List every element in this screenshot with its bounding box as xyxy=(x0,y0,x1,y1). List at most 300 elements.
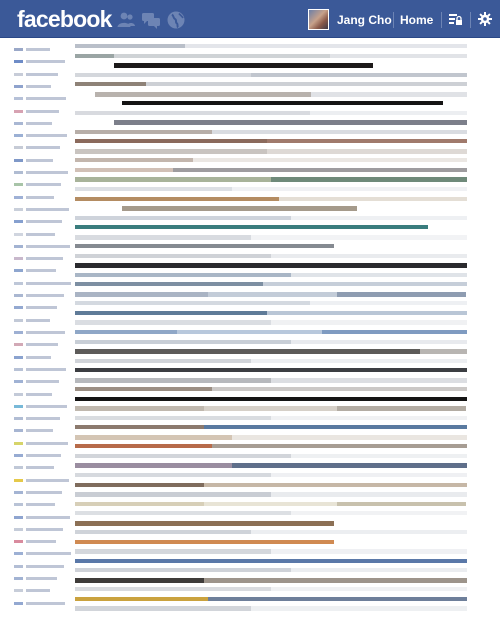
feed-story-segment xyxy=(75,301,310,305)
sidebar-item-label xyxy=(26,85,51,88)
sidebar-item-icon xyxy=(14,257,23,260)
feed-story-segment xyxy=(75,282,263,286)
sidebar-item-label xyxy=(26,466,54,469)
feed-story-segment xyxy=(271,473,467,477)
sidebar-item[interactable] xyxy=(14,491,70,494)
feed-story-segment xyxy=(75,82,146,86)
feed-story-row[interactable] xyxy=(75,597,467,601)
feed-story-segment xyxy=(75,311,267,315)
feed-story-segment xyxy=(271,416,467,420)
feed-story-row[interactable] xyxy=(75,92,467,97)
sidebar-item-icon xyxy=(14,48,23,51)
feed-story-row[interactable] xyxy=(75,416,467,420)
sidebar-item-icon xyxy=(14,73,23,76)
sidebar-item-label xyxy=(26,429,53,432)
sidebar-item[interactable] xyxy=(14,306,70,309)
feed-story-segment xyxy=(428,225,467,229)
feed-story-segment xyxy=(75,44,185,48)
feed-story-segment xyxy=(75,568,291,572)
feed-story-segment xyxy=(75,130,212,134)
left-sidebar-nav xyxy=(14,48,70,614)
feed-story-segment xyxy=(75,139,267,143)
feed-story-segment xyxy=(75,473,271,477)
feed-story-row[interactable] xyxy=(75,368,467,372)
feed-story-row[interactable] xyxy=(75,120,467,125)
sidebar-item-icon xyxy=(14,602,23,605)
feed-story-row[interactable] xyxy=(75,425,467,429)
feed-story-segment xyxy=(75,597,208,601)
messages-icon[interactable] xyxy=(141,10,161,30)
feed-story-segment xyxy=(271,320,467,325)
feed-story-segment xyxy=(212,444,467,448)
feed-story-segment xyxy=(75,225,428,229)
feed-story-row[interactable] xyxy=(75,111,467,115)
feed-story-segment xyxy=(75,63,114,68)
feed-story-segment xyxy=(420,349,467,354)
sidebar-item-icon xyxy=(14,60,23,63)
feed-story-segment xyxy=(75,397,467,401)
feed-story-segment xyxy=(291,340,467,344)
feed-story-row[interactable] xyxy=(75,454,467,458)
sidebar-item-label xyxy=(26,48,50,51)
feed-story-row[interactable] xyxy=(75,320,467,325)
feed-story-segment xyxy=(75,416,271,420)
feed-story-row[interactable] xyxy=(75,435,467,440)
feed-story-segment xyxy=(75,368,467,372)
feed-story-row[interactable] xyxy=(75,187,467,191)
feed-story-segment xyxy=(443,101,467,105)
sidebar-item-label xyxy=(26,233,55,236)
sidebar-item-label xyxy=(26,122,52,125)
feed-story-row[interactable] xyxy=(75,235,467,240)
feed-story-segment xyxy=(75,549,271,554)
feed-story-segment xyxy=(75,292,208,297)
sidebar-item-icon xyxy=(14,429,23,432)
feed-story-segment xyxy=(279,197,467,201)
feed-story-segment xyxy=(271,378,467,383)
feed-story-segment xyxy=(114,63,373,68)
sidebar-item-label xyxy=(26,196,54,199)
sidebar-item[interactable] xyxy=(14,565,70,568)
sidebar-item-label xyxy=(26,208,69,211)
feed-story-segment xyxy=(173,168,467,172)
feed-story-segment xyxy=(357,206,467,211)
sidebar-item-label xyxy=(26,245,70,248)
sidebar-item[interactable] xyxy=(14,245,70,248)
feed-story-segment xyxy=(75,92,95,97)
feed-story-row[interactable] xyxy=(75,397,467,401)
sidebar-item-icon xyxy=(14,380,23,383)
sidebar-item[interactable] xyxy=(14,380,70,383)
sidebar-item[interactable] xyxy=(14,343,70,346)
sidebar-item-icon xyxy=(14,454,23,457)
sidebar-item[interactable] xyxy=(14,540,70,543)
feed-story-row[interactable] xyxy=(75,483,467,487)
nav-separator xyxy=(470,12,471,28)
feed-story-row[interactable] xyxy=(75,540,467,544)
sidebar-item-label xyxy=(26,479,69,482)
sidebar-item[interactable] xyxy=(14,331,70,334)
sidebar-item[interactable] xyxy=(14,282,70,285)
sidebar-item[interactable] xyxy=(14,516,70,519)
feed-story-segment xyxy=(75,168,173,172)
sidebar-item-icon xyxy=(14,134,23,137)
feed-story-segment xyxy=(204,502,337,506)
sidebar-item-icon xyxy=(14,282,23,285)
feed-story-row[interactable] xyxy=(75,330,467,334)
privacy-lock-icon[interactable] xyxy=(448,12,462,26)
feed-story-segment xyxy=(75,340,291,344)
sidebar-item-icon xyxy=(14,85,23,88)
feed-story-segment xyxy=(75,330,177,334)
sidebar-item[interactable] xyxy=(14,73,70,76)
feed-story-segment xyxy=(75,454,291,458)
sidebar-item-label xyxy=(26,356,51,359)
feed-story-segment xyxy=(204,425,467,429)
feed-story-row[interactable] xyxy=(75,311,467,315)
feed-story-segment xyxy=(291,511,467,515)
sidebar-item[interactable] xyxy=(14,146,70,149)
feed-story-segment xyxy=(177,330,322,334)
sidebar-item-icon xyxy=(14,183,23,186)
sidebar-item-icon xyxy=(14,552,23,555)
sidebar-item[interactable] xyxy=(14,48,70,51)
feed-story-segment xyxy=(267,139,467,143)
feed-story-row[interactable] xyxy=(75,168,467,172)
user-avatar[interactable] xyxy=(308,9,329,30)
feed-story-segment xyxy=(291,216,467,220)
sidebar-item[interactable] xyxy=(14,208,70,211)
feed-story-segment xyxy=(75,235,251,240)
feed-story-row[interactable] xyxy=(75,492,467,497)
feed-story-segment xyxy=(75,511,291,515)
sidebar-item[interactable] xyxy=(14,552,70,555)
sidebar-item-label xyxy=(26,393,52,396)
feed-story-row[interactable] xyxy=(75,301,467,305)
feed-story-segment xyxy=(251,235,467,240)
sidebar-item-label xyxy=(26,159,53,162)
feed-story-segment xyxy=(251,530,467,534)
sidebar-item[interactable] xyxy=(14,294,70,297)
feed-story-segment xyxy=(75,492,271,497)
sidebar-item[interactable] xyxy=(14,319,70,322)
sidebar-item-icon xyxy=(14,528,23,531)
sidebar-item[interactable] xyxy=(14,110,70,113)
feed-story-segment xyxy=(208,292,337,297)
feed-story-segment xyxy=(114,120,467,125)
sidebar-item-icon xyxy=(14,159,23,162)
feed-story-segment xyxy=(75,502,204,506)
top-bar xyxy=(0,0,500,38)
sidebar-item[interactable] xyxy=(14,220,70,223)
sidebar-item-label xyxy=(26,565,64,568)
sidebar-item[interactable] xyxy=(14,602,70,605)
sidebar-item[interactable] xyxy=(14,60,70,63)
sidebar-item[interactable] xyxy=(14,97,70,100)
sidebar-item[interactable] xyxy=(14,122,70,125)
sidebar-item[interactable] xyxy=(14,417,70,420)
sidebar-item[interactable] xyxy=(14,442,70,445)
sidebar-item-label xyxy=(26,589,50,592)
sidebar-item[interactable] xyxy=(14,171,70,174)
sidebar-item-icon xyxy=(14,294,23,297)
sidebar-item-label xyxy=(26,503,55,506)
sidebar-item-label xyxy=(26,552,71,555)
sidebar-item-icon xyxy=(14,97,23,100)
sidebar-item-label xyxy=(26,60,65,63)
feed-story-segment xyxy=(75,216,291,220)
feed-story-row[interactable] xyxy=(75,292,467,297)
friend-requests-icon[interactable] xyxy=(116,10,136,30)
sidebar-item-icon xyxy=(14,146,23,149)
sidebar-item-icon xyxy=(14,577,23,580)
sidebar-item-label xyxy=(26,294,64,297)
feed-story-segment xyxy=(75,463,232,468)
sidebar-item-icon xyxy=(14,442,23,445)
sidebar-item-label xyxy=(26,134,67,137)
feed-story-segment xyxy=(334,244,467,248)
feed-story-row[interactable] xyxy=(75,225,467,229)
feed-story-segment xyxy=(114,54,330,58)
feed-story-row[interactable] xyxy=(75,130,467,134)
feed-story-segment xyxy=(75,254,271,258)
feed-story-segment xyxy=(322,330,467,334)
feed-story-row[interactable] xyxy=(75,349,467,354)
sidebar-item-label xyxy=(26,577,57,580)
sidebar-item[interactable] xyxy=(14,454,70,457)
sidebar-item[interactable] xyxy=(14,479,70,482)
feed-story-segment xyxy=(271,254,467,258)
sidebar-item[interactable] xyxy=(14,183,70,186)
feed-story-row[interactable] xyxy=(75,578,467,583)
sidebar-item-label xyxy=(26,319,50,322)
feed-story-segment xyxy=(75,273,291,277)
sidebar-item-label xyxy=(26,602,65,605)
feed-story-row[interactable] xyxy=(75,73,467,77)
notifications-globe-icon[interactable] xyxy=(166,10,186,30)
feed-story-row[interactable] xyxy=(75,444,467,448)
feed-story-row[interactable] xyxy=(75,511,467,515)
feed-story-row[interactable] xyxy=(75,82,467,86)
sidebar-item-icon xyxy=(14,405,23,408)
feed-story-row[interactable] xyxy=(75,502,467,506)
feed-story-segment xyxy=(75,444,212,448)
feed-story-segment xyxy=(232,187,467,191)
sidebar-item-label xyxy=(26,454,61,457)
feed-story-row[interactable] xyxy=(75,273,467,277)
feed-story-segment xyxy=(75,559,467,563)
feed-story-segment xyxy=(271,177,467,182)
sidebar-item[interactable] xyxy=(14,85,70,88)
feed-story-segment xyxy=(193,158,467,162)
feed-story-segment xyxy=(212,387,467,391)
feed-story-row[interactable] xyxy=(75,158,467,162)
feed-story-segment xyxy=(232,435,467,440)
sidebar-item-label xyxy=(26,183,61,186)
sidebar-item-icon xyxy=(14,269,23,272)
feed-story-row[interactable] xyxy=(75,206,467,211)
feed-story-segment xyxy=(208,597,467,601)
feed-story-segment xyxy=(267,311,467,315)
feed-story-row[interactable] xyxy=(75,197,467,201)
feed-story-row[interactable] xyxy=(75,139,467,143)
sidebar-item-label xyxy=(26,306,57,309)
sidebar-item-label xyxy=(26,73,58,76)
feed-story-segment xyxy=(75,387,212,391)
feed-story-segment xyxy=(185,44,467,48)
feed-story-segment xyxy=(334,521,467,526)
sidebar-item-label xyxy=(26,417,60,420)
sidebar-item-icon xyxy=(14,356,23,359)
feed-story-segment xyxy=(251,73,467,77)
settings-gear-icon[interactable] xyxy=(477,11,493,27)
feed-story-row[interactable] xyxy=(75,521,467,526)
sidebar-item[interactable] xyxy=(14,405,70,408)
news-feed xyxy=(75,44,467,616)
feed-story-row[interactable] xyxy=(75,44,467,48)
feed-story-segment xyxy=(75,578,204,583)
feed-story-row[interactable] xyxy=(75,263,467,268)
sidebar-item-icon xyxy=(14,589,23,592)
sidebar-item-label xyxy=(26,269,56,272)
sidebar-item[interactable] xyxy=(14,257,70,260)
feed-story-segment xyxy=(75,101,122,105)
feed-story-row[interactable] xyxy=(75,254,467,258)
profile-name-link[interactable]: Jang Cho xyxy=(337,13,392,27)
feed-story-segment xyxy=(75,530,251,534)
sidebar-item-icon xyxy=(14,565,23,568)
sidebar-item[interactable] xyxy=(14,356,70,359)
feed-story-segment xyxy=(75,359,251,363)
sidebar-item[interactable] xyxy=(14,393,70,396)
feed-story-segment xyxy=(271,492,467,497)
feed-story-row[interactable] xyxy=(75,101,467,105)
feed-story-segment xyxy=(337,406,466,411)
feed-story-row[interactable] xyxy=(75,568,467,572)
feed-story-segment xyxy=(267,149,467,154)
feed-story-segment xyxy=(75,73,251,77)
sidebar-item-label xyxy=(26,257,63,260)
sidebar-item-label xyxy=(26,491,62,494)
sidebar-item[interactable] xyxy=(14,159,70,162)
sidebar-item-icon xyxy=(14,171,23,174)
feed-story-row[interactable] xyxy=(75,282,467,286)
sidebar-item[interactable] xyxy=(14,503,70,506)
sidebar-item-icon xyxy=(14,393,23,396)
sidebar-item-label xyxy=(26,171,68,174)
feed-story-row[interactable] xyxy=(75,63,467,68)
feed-story-segment xyxy=(75,587,271,591)
facebook-logo[interactable]: facebook xyxy=(17,6,112,32)
sidebar-item[interactable] xyxy=(14,196,70,199)
feed-story-row[interactable] xyxy=(75,587,467,591)
feed-story-row[interactable] xyxy=(75,378,467,383)
feed-story-segment xyxy=(232,463,467,468)
feed-story-segment xyxy=(337,292,466,297)
feed-story-segment xyxy=(75,435,232,440)
feed-story-segment xyxy=(75,54,114,58)
sidebar-item[interactable] xyxy=(14,134,70,137)
feed-story-row[interactable] xyxy=(75,606,467,611)
sidebar-item-label xyxy=(26,380,59,383)
feed-story-row[interactable] xyxy=(75,559,467,563)
sidebar-item-icon xyxy=(14,417,23,420)
sidebar-item[interactable] xyxy=(14,577,70,580)
feed-story-row[interactable] xyxy=(75,244,467,248)
feed-story-segment xyxy=(212,130,467,134)
feed-story-segment xyxy=(75,244,334,248)
sidebar-item[interactable] xyxy=(14,269,70,272)
sidebar-item-label xyxy=(26,540,56,543)
feed-story-row[interactable] xyxy=(75,473,467,477)
feed-story-segment xyxy=(75,177,271,182)
feed-story-segment xyxy=(146,82,467,86)
feed-story-segment xyxy=(204,578,467,583)
feed-story-segment xyxy=(75,111,310,115)
sidebar-item[interactable] xyxy=(14,528,70,531)
feed-story-segment xyxy=(271,587,467,591)
feed-story-segment xyxy=(75,406,204,411)
feed-story-row[interactable] xyxy=(75,216,467,220)
feed-story-segment xyxy=(75,606,251,611)
feed-story-row[interactable] xyxy=(75,406,467,411)
home-link[interactable]: Home xyxy=(400,13,434,27)
feed-story-row[interactable] xyxy=(75,54,467,58)
feed-story-segment xyxy=(310,111,467,115)
nav-separator xyxy=(393,12,394,28)
feed-story-segment xyxy=(75,483,204,487)
sidebar-item-label xyxy=(26,405,67,408)
feed-story-row[interactable] xyxy=(75,549,467,554)
sidebar-item-label xyxy=(26,528,63,531)
feed-story-row[interactable] xyxy=(75,387,467,391)
sidebar-item[interactable] xyxy=(14,466,70,469)
feed-story-row[interactable] xyxy=(75,359,467,363)
sidebar-item-icon xyxy=(14,122,23,125)
feed-story-segment xyxy=(75,197,279,201)
feed-story-row[interactable] xyxy=(75,149,467,154)
sidebar-item[interactable] xyxy=(14,233,70,236)
feed-story-segment xyxy=(330,54,467,58)
sidebar-item[interactable] xyxy=(14,368,70,371)
feed-story-row[interactable] xyxy=(75,177,467,182)
feed-story-segment xyxy=(311,92,467,97)
sidebar-item[interactable] xyxy=(14,429,70,432)
feed-story-segment xyxy=(75,158,193,162)
sidebar-item-icon xyxy=(14,466,23,469)
feed-story-segment xyxy=(204,483,467,487)
feed-story-segment xyxy=(373,63,467,68)
sidebar-item-label xyxy=(26,282,71,285)
feed-story-row[interactable] xyxy=(75,530,467,534)
sidebar-item[interactable] xyxy=(14,589,70,592)
feed-story-row[interactable] xyxy=(75,463,467,468)
feed-story-segment xyxy=(75,425,204,429)
feed-story-segment xyxy=(204,406,337,411)
sidebar-item-icon xyxy=(14,479,23,482)
feed-story-row[interactable] xyxy=(75,340,467,344)
feed-story-segment xyxy=(122,101,443,105)
feed-story-segment xyxy=(251,606,467,611)
feed-story-segment xyxy=(271,549,467,554)
feed-story-segment xyxy=(75,187,232,191)
sidebar-item-label xyxy=(26,331,65,334)
feed-story-segment xyxy=(75,540,334,544)
feed-story-segment xyxy=(337,502,466,506)
sidebar-item-icon xyxy=(14,516,23,519)
feed-story-segment xyxy=(75,149,267,154)
sidebar-item-icon xyxy=(14,319,23,322)
